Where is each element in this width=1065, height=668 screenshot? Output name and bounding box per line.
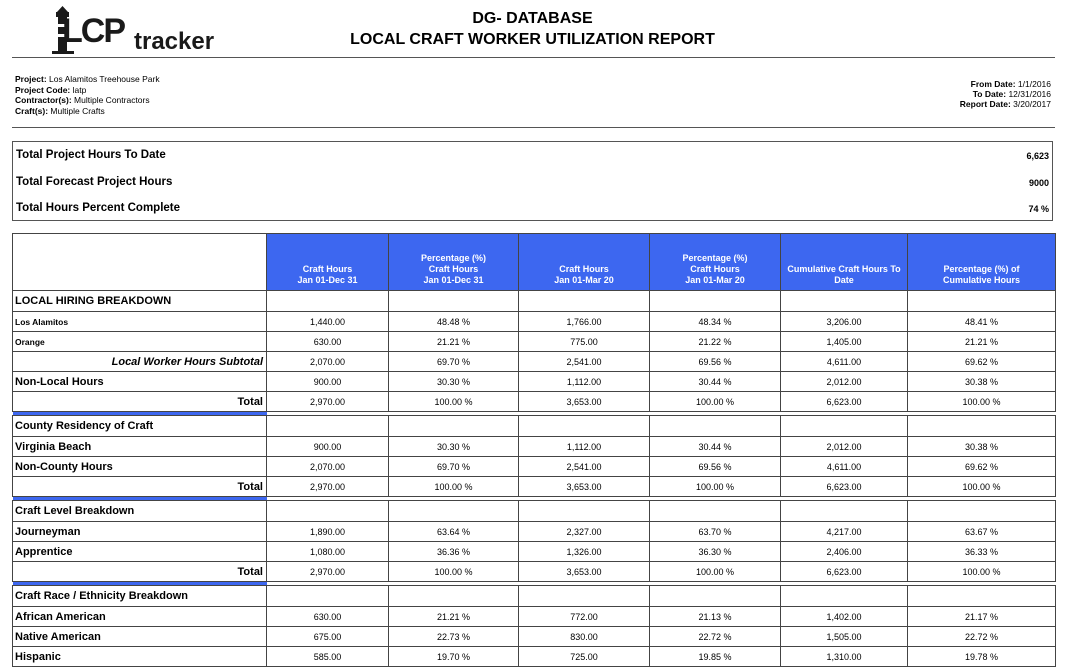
table-row — [13, 312, 1056, 332]
project-info-value: Multiple Crafts — [48, 105, 105, 116]
section-title-blank — [389, 586, 519, 607]
row-value: 1,310.00 — [781, 647, 908, 667]
date-info-value: 12/31/2016 — [1006, 89, 1051, 99]
row-value: 100.00 % — [908, 477, 1056, 497]
row-value: 36.30 % — [650, 542, 781, 562]
row-value: 1,440.00 — [267, 312, 389, 332]
utilization-table — [12, 233, 1056, 667]
column-header — [650, 234, 781, 291]
table-row — [13, 372, 1056, 392]
table-row — [13, 352, 1056, 372]
row-value: 19.78 % — [908, 647, 1056, 667]
row-value: 2,541.00 — [519, 352, 650, 372]
table-row — [13, 457, 1056, 477]
row-value: 36.36 % — [389, 542, 519, 562]
row-value: 900.00 — [267, 372, 389, 392]
table-row — [13, 542, 1056, 562]
row-label: Orange — [13, 332, 267, 352]
row-value: 2,970.00 — [267, 392, 389, 412]
column-header-line: Percentage (%) of — [943, 264, 1020, 274]
row-value: 22.72 % — [908, 627, 1056, 647]
row-value: 21.17 % — [908, 607, 1056, 627]
table-row — [13, 332, 1056, 352]
row-value: 4,217.00 — [781, 522, 908, 542]
row-value: 900.00 — [267, 437, 389, 457]
project-info-value: Los Alamitos Treehouse Park — [46, 74, 160, 84]
row-value: 100.00 % — [389, 477, 519, 497]
date-info-value: 3/20/2017 — [1010, 99, 1051, 109]
row-value: 585.00 — [267, 647, 389, 667]
row-value: 30.30 % — [389, 372, 519, 392]
summary-label: Total Hours Percent Complete — [16, 202, 181, 214]
section-title: County Residency of Craft — [13, 416, 267, 437]
section-title-blank — [389, 291, 519, 312]
row-value: 100.00 % — [650, 392, 781, 412]
project-info-line — [15, 74, 160, 85]
row-value: 630.00 — [267, 332, 389, 352]
column-header-line: Jan 01-Dec 31 — [297, 275, 358, 285]
row-value: 63.64 % — [389, 522, 519, 542]
row-value: 1,405.00 — [781, 332, 908, 352]
date-info-line — [960, 89, 1051, 99]
summary-label: Total Forecast Project Hours — [16, 175, 173, 188]
section-title-blank — [908, 501, 1056, 522]
section-title-blank — [781, 501, 908, 522]
section-title-blank — [650, 291, 781, 312]
summary-value: 9000 — [1028, 177, 1049, 188]
row-value: 6,623.00 — [781, 477, 908, 497]
table-row — [13, 522, 1056, 542]
section-title-blank — [650, 501, 781, 522]
project-info-key: Contractor(s): — [15, 95, 72, 105]
section-title-row — [13, 416, 1056, 437]
logo-tracker-text: tracker — [134, 28, 215, 55]
section-title-row — [13, 586, 1056, 607]
row-value: 21.21 % — [908, 332, 1056, 352]
row-value: 69.70 % — [389, 457, 519, 477]
column-header-line: Jan 01-Dec 31 — [423, 275, 484, 285]
column-header-line: Jan 01-Mar 20 — [554, 275, 614, 285]
row-value: 100.00 % — [389, 562, 519, 582]
section-title-blank — [519, 291, 650, 312]
row-value: 30.44 % — [650, 372, 781, 392]
row-value: 775.00 — [519, 332, 650, 352]
row-value: 2,970.00 — [267, 562, 389, 582]
row-value: 2,541.00 — [519, 457, 650, 477]
row-value: 675.00 — [267, 627, 389, 647]
row-value: 4,611.00 — [781, 457, 908, 477]
section-title: Craft Race / Ethnicity Breakdown — [13, 586, 267, 607]
row-value: 30.38 % — [908, 437, 1056, 457]
date-info-key: Report Date: — [959, 99, 1011, 109]
row-value: 36.33 % — [908, 542, 1056, 562]
row-value: 19.70 % — [389, 647, 519, 667]
row-value: 30.38 % — [908, 372, 1056, 392]
row-value: 22.72 % — [650, 627, 781, 647]
row-label: Hispanic — [13, 647, 267, 667]
row-value: 1,080.00 — [267, 542, 389, 562]
row-value: 48.34 % — [650, 312, 781, 332]
row-value: 2,012.00 — [781, 372, 908, 392]
row-value: 30.44 % — [650, 437, 781, 457]
row-label: Apprentice — [13, 542, 267, 562]
column-header-line: Jan 01-Mar 20 — [685, 275, 745, 285]
row-value: 1,505.00 — [781, 627, 908, 647]
date-info-key: To Date: — [972, 89, 1007, 99]
table-row — [13, 647, 1056, 667]
project-info-key: Project: — [15, 74, 47, 84]
table-row — [13, 392, 1056, 412]
column-header-line: Percentage (%) — [420, 253, 487, 263]
row-value: 69.70 % — [389, 352, 519, 372]
row-value: 772.00 — [519, 607, 650, 627]
section-title-blank — [389, 416, 519, 437]
logo-lcp-text: LCP — [62, 12, 124, 50]
row-value: 21.21 % — [389, 332, 519, 352]
row-value: 3,206.00 — [781, 312, 908, 332]
section-title-blank — [519, 586, 650, 607]
section-title-blank — [650, 586, 781, 607]
column-header-line: Cumulative Craft Hours To — [787, 264, 901, 274]
summary-label: Total Project Hours To Date — [16, 149, 166, 161]
row-value: 100.00 % — [908, 392, 1056, 412]
date-info-line — [960, 79, 1051, 89]
column-header-line: Date — [834, 275, 854, 285]
row-value: 1,766.00 — [519, 312, 650, 332]
header-divider — [12, 57, 1055, 58]
summary-value: 74 % — [1028, 204, 1049, 214]
column-header — [389, 234, 519, 291]
section-title-row — [13, 501, 1056, 522]
project-info-value: latp — [70, 84, 87, 95]
section-title: LOCAL HIRING BREAKDOWN — [13, 291, 267, 312]
row-label: Non-Local Hours — [13, 372, 267, 392]
summary-box — [12, 141, 1053, 221]
column-header-line: Craft Hours — [559, 264, 609, 274]
row-value: 100.00 % — [908, 562, 1056, 582]
section-title-blank — [267, 501, 389, 522]
row-value: 830.00 — [519, 627, 650, 647]
project-info-line — [15, 106, 160, 117]
row-value: 2,070.00 — [267, 352, 389, 372]
summary-row — [16, 173, 1049, 193]
column-header-line: Cumulative Hours — [942, 275, 1020, 285]
row-value: 48.48 % — [389, 312, 519, 332]
row-value: 2,070.00 — [267, 457, 389, 477]
row-value: 1,112.00 — [519, 437, 650, 457]
row-value: 1,326.00 — [519, 542, 650, 562]
info-divider — [12, 127, 1055, 128]
row-value: 1,112.00 — [519, 372, 650, 392]
row-label: Total — [13, 392, 267, 412]
row-value: 4,611.00 — [781, 352, 908, 372]
row-value: 2,327.00 — [519, 522, 650, 542]
project-info — [15, 74, 160, 116]
row-value: 100.00 % — [650, 562, 781, 582]
column-header-line: Percentage (%) — [682, 253, 748, 263]
table-row — [13, 627, 1056, 647]
project-info-line — [15, 85, 160, 96]
row-value: 630.00 — [267, 607, 389, 627]
section-title-blank — [389, 501, 519, 522]
section-title-blank — [267, 291, 389, 312]
section-title: Craft Level Breakdown — [13, 501, 267, 522]
row-value: 725.00 — [519, 647, 650, 667]
table-row — [13, 437, 1056, 457]
row-label: Local Worker Hours Subtotal — [13, 352, 267, 372]
row-label: Total — [13, 562, 267, 582]
row-value: 69.62 % — [908, 352, 1056, 372]
row-value: 19.85 % — [650, 647, 781, 667]
section-title-blank — [519, 416, 650, 437]
table-row — [13, 607, 1056, 627]
column-header-line: Craft Hours — [428, 264, 479, 274]
summary-row — [16, 199, 1049, 219]
row-value: 69.56 % — [650, 457, 781, 477]
section-title-blank — [908, 291, 1056, 312]
row-value: 100.00 % — [650, 477, 781, 497]
section-title-row — [13, 291, 1056, 312]
row-value: 63.67 % — [908, 522, 1056, 542]
row-value: 48.41 % — [908, 312, 1056, 332]
row-value: 21.21 % — [389, 607, 519, 627]
section-title-blank — [519, 501, 650, 522]
project-info-key: Craft(s): — [15, 105, 49, 116]
row-value: 2,970.00 — [267, 477, 389, 497]
row-label: Total — [13, 477, 267, 497]
section-title-blank — [908, 586, 1056, 607]
row-value: 6,623.00 — [781, 392, 908, 412]
row-value: 30.30 % — [389, 437, 519, 457]
row-label: African American — [13, 607, 267, 627]
section-title-blank — [781, 416, 908, 437]
section-title-blank — [267, 416, 389, 437]
date-info-value: 1/1/2016 — [1015, 79, 1051, 89]
header-blank — [13, 234, 267, 291]
column-header-line: Craft Hours — [302, 264, 353, 274]
row-label: Journeyman — [13, 522, 267, 542]
summary-row — [16, 146, 1049, 166]
report-title-database: DG- DATABASE — [472, 10, 593, 27]
row-value: 2,406.00 — [781, 542, 908, 562]
row-label: Non-County Hours — [13, 457, 267, 477]
row-value: 69.56 % — [650, 352, 781, 372]
row-value: 3,653.00 — [519, 477, 650, 497]
row-value: 1,890.00 — [267, 522, 389, 542]
row-value: 3,653.00 — [519, 392, 650, 412]
row-value: 3,653.00 — [519, 562, 650, 582]
column-header — [267, 234, 389, 291]
table-row — [13, 477, 1056, 497]
row-label: Los Alamitos — [13, 312, 267, 332]
column-header — [519, 234, 650, 291]
section-title-blank — [267, 586, 389, 607]
column-header — [908, 234, 1056, 291]
row-label: Virginia Beach — [13, 437, 267, 457]
project-info-key: Project Code: — [15, 84, 71, 95]
date-info-line — [960, 99, 1051, 109]
section-title-blank — [908, 416, 1056, 437]
row-value: 2,012.00 — [781, 437, 908, 457]
section-title-blank — [650, 416, 781, 437]
row-value: 21.13 % — [650, 607, 781, 627]
row-value: 63.70 % — [650, 522, 781, 542]
row-value: 69.62 % — [908, 457, 1056, 477]
summary-value: 6,623 — [1026, 151, 1049, 161]
project-info-line — [15, 95, 160, 106]
table-row — [13, 562, 1056, 582]
column-header — [781, 234, 908, 291]
row-value: 21.22 % — [650, 332, 781, 352]
report-title: LOCAL CRAFT WORKER UTILIZATION REPORT — [350, 31, 715, 48]
row-value: 22.73 % — [389, 627, 519, 647]
row-value: 1,402.00 — [781, 607, 908, 627]
section-title-blank — [781, 586, 908, 607]
date-info — [960, 79, 1051, 109]
row-value: 100.00 % — [389, 392, 519, 412]
row-value: 6,623.00 — [781, 562, 908, 582]
row-label: Native American — [13, 627, 267, 647]
project-info-value: Multiple Contractors — [71, 95, 150, 105]
section-title-blank — [781, 291, 908, 312]
column-header-line: Craft Hours — [690, 264, 740, 274]
date-info-key: From Date: — [970, 79, 1016, 89]
